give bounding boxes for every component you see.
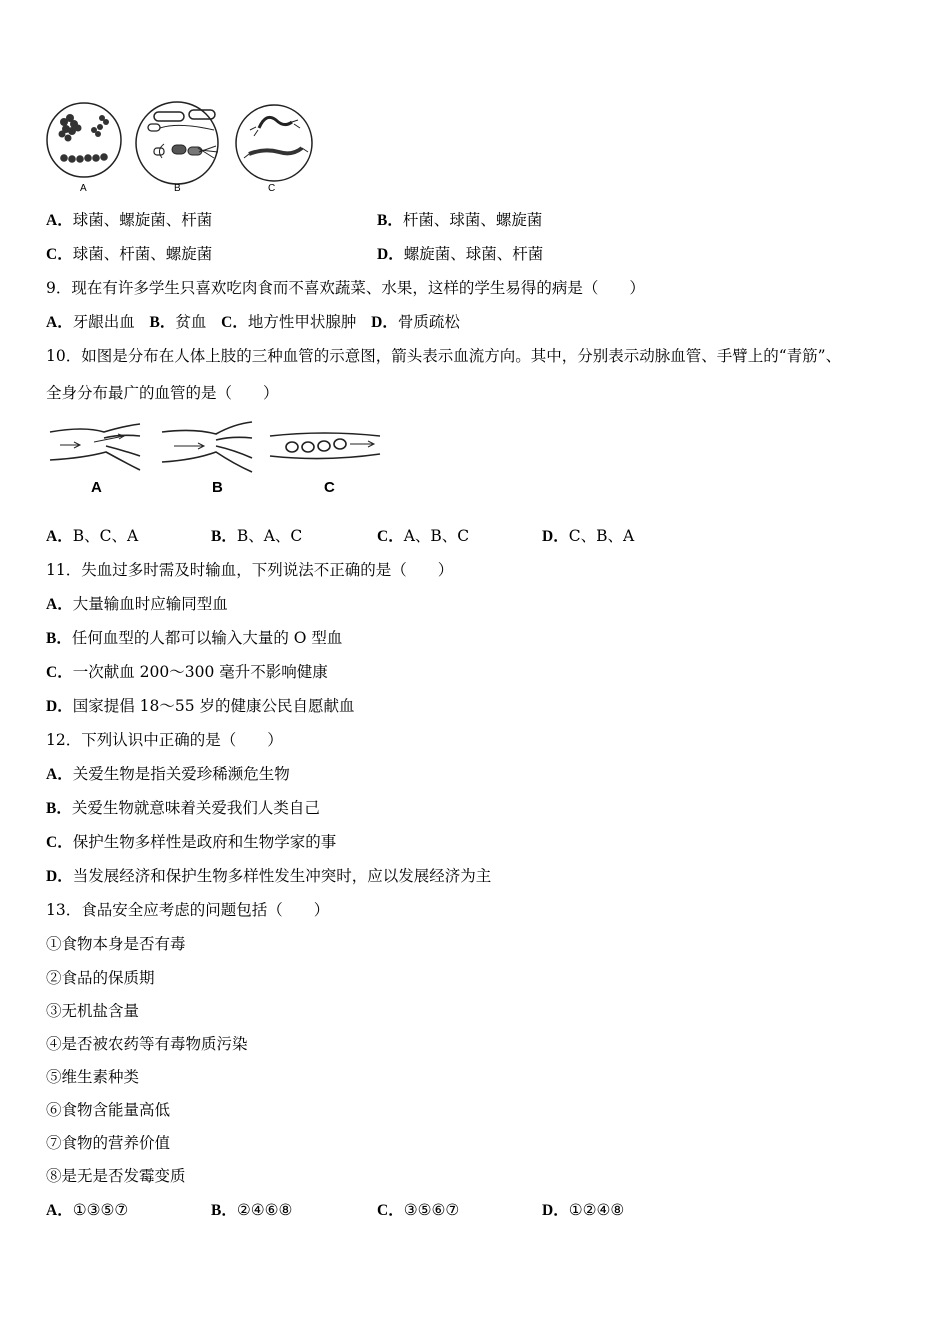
q10-stem-line2: 全身分布最广的血管的是（ ） xyxy=(46,384,279,402)
bacteria-circle-c xyxy=(236,105,312,181)
q13-stem: 13．食品安全应考虑的问题包括（ ） xyxy=(46,901,330,919)
q13-item-4: ④是否被农药等有毒物质污染 xyxy=(46,1035,248,1053)
q13-item-5: ⑤维生素种类 xyxy=(46,1068,140,1086)
figure2-label-a: A xyxy=(91,479,102,496)
q11-option-d: D．国家提倡 18～55 岁的健康公民自愿献血 xyxy=(46,697,355,715)
bacteria-figure xyxy=(44,100,316,195)
bacteria-circle-a xyxy=(47,103,121,177)
q12-option-c: C．保护生物多样性是政府和生物学家的事 xyxy=(46,833,337,851)
q13-item-8: ⑧是无是否发霉变质 xyxy=(46,1167,186,1185)
q10-stem-line1: 10．如图是分布在人体上肢的三种血管的示意图，箭头表示血流方向。其中，分别表示动脉血管、手臂上的“青筋”、 xyxy=(46,347,842,365)
q11-stem: 11．失血过多时需及时输血，下列说法不正确的是（ ） xyxy=(46,561,454,579)
q13-item-1: ①食物本身是否有毒 xyxy=(46,935,186,953)
q11-option-b: B．任何血型的人都可以输入大量的 O 型血 xyxy=(46,629,343,647)
vessel-b xyxy=(162,422,252,472)
figure1-label-c: C xyxy=(268,183,276,194)
q13-item-6: ⑥食物含能量高低 xyxy=(46,1101,171,1119)
q8-option-b: B．杆菌、球菌、螺旋菌 xyxy=(377,211,543,229)
figure2-label-c: C xyxy=(324,479,335,496)
q8-option-c: C．球菌、杆菌、螺旋菌 xyxy=(46,245,213,263)
q13-option-a: A．①③⑤⑦ xyxy=(46,1201,129,1219)
figure1-label-a: A xyxy=(80,183,87,194)
q9-stem: 9．现在有许多学生只喜欢吃肉食而不喜欢蔬菜、水果，这样的学生易得的病是（ ） xyxy=(46,279,645,297)
q13-option-b: B．②④⑥⑧ xyxy=(211,1201,293,1219)
q12-option-b: B．关爱生物就意味着关爱我们人类自己 xyxy=(46,799,320,817)
q8-option-d: D．螺旋菌、球菌、杆菌 xyxy=(377,245,544,263)
q10-option-d: D．C、B、A xyxy=(542,527,635,545)
figure2-label-b: B xyxy=(212,479,223,496)
q11-option-a: A．大量输血时应输同型血 xyxy=(46,595,228,613)
q10-option-c: C．A、B、C xyxy=(377,527,470,545)
figure1-label-b: B xyxy=(174,183,181,194)
q13-item-3: ③无机盐含量 xyxy=(46,1002,140,1020)
blood-vessel-figure xyxy=(44,418,384,478)
q11-option-c: C．一次献血 200～300 毫升不影响健康 xyxy=(46,663,328,681)
vessel-a xyxy=(50,424,140,470)
q13-option-c: C．③⑤⑥⑦ xyxy=(377,1201,460,1219)
q12-option-a: A．关爱生物是指关爱珍稀濒危生物 xyxy=(46,765,290,783)
q10-option-a: A．B、C、A xyxy=(46,527,139,545)
q12-stem: 12．下列认识中正确的是（ ） xyxy=(46,731,283,749)
q8-option-a: A．球菌、螺旋菌、杆菌 xyxy=(46,211,213,229)
bacteria-circle-b xyxy=(136,102,218,184)
q10-option-b: B．B、A、C xyxy=(211,527,303,545)
q9-options: A．牙龈出血 B．贫血 C．地方性甲状腺肿 D．骨质疏松 xyxy=(46,313,460,331)
vessel-c xyxy=(270,433,380,459)
q13-item-2: ②食品的保质期 xyxy=(46,969,155,987)
q13-option-d: D．①②④⑧ xyxy=(542,1201,625,1219)
q13-item-7: ⑦食物的营养价值 xyxy=(46,1134,171,1152)
q12-option-d: D．当发展经济和保护生物多样性发生冲突时，应以发展经济为主 xyxy=(46,867,492,885)
